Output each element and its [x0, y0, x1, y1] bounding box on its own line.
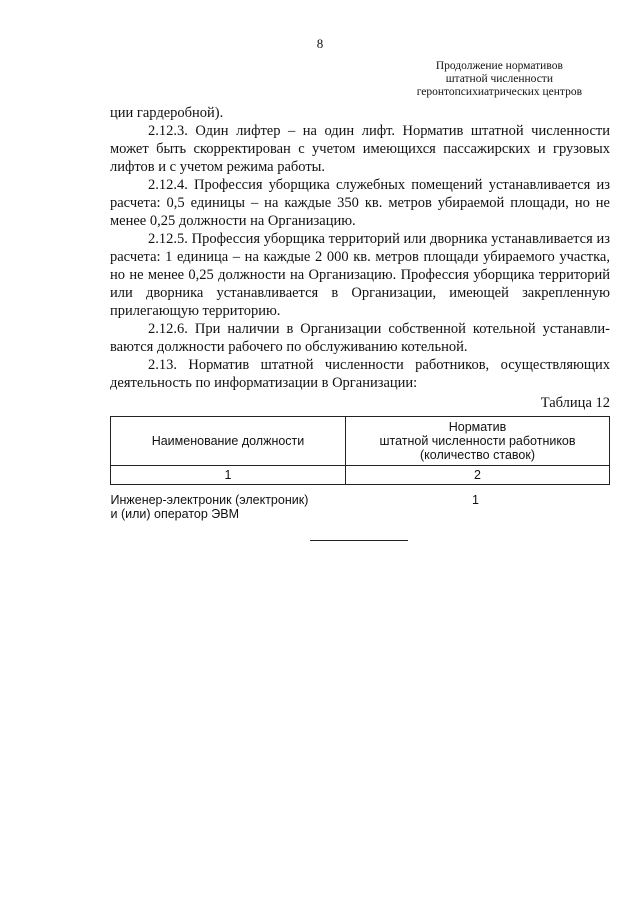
paragraph: 2.12.5. Профессия уборщика территорий или дворника устанавливается из расчета: 1 единица – на каждые 2 000 кв. метров площади убираемого участка, но не менее 0,25 должности на Организацию. Профессия уборщика территорий или дворника устанавливается в Организации, имеющей закрепленную прилегающую территорию. [110, 231, 610, 319]
header-line: Норматив [448, 420, 507, 434]
document-body [110, 104, 610, 523]
position-line: Инженер-электроник (электроник) [110, 493, 309, 507]
paragraph: 2.12.6. При наличии в Организации собственной котельной устанавливаются должности рабочего по обслуживанию котельной. [110, 321, 610, 355]
column-number: 1 [111, 466, 346, 485]
table-header-row [111, 417, 610, 466]
end-separator-line [310, 540, 408, 541]
table-caption: Таблица 12 [540, 395, 610, 411]
page-number: 8 [316, 36, 324, 51]
header-line: (количество ставок) [420, 448, 535, 462]
running-header [417, 60, 582, 99]
paragraph: 2.12.3. Один лифтер – на один лифт. Норматив штатной численности может быть скорректирован с учетом имеющихся пассажирских и грузовых лифтов и с учетом режима работы. [110, 123, 610, 175]
table-row [111, 485, 610, 524]
paragraph: 2.12.4. Профессия уборщика служебных помещений устанавливается из расчета: 0,5 единицы – на каждые 350 кв. метров убираемой площади, но не менее 0,25 должности на Организацию. [110, 177, 610, 229]
column-number: 2 [346, 466, 610, 485]
header-cell-position: Наименование должности [111, 417, 346, 466]
column-number-row [111, 466, 610, 485]
paragraph: 2.13. Норматив штатной численности работников, осуществляющих деятельность по информатизации в Организации: [110, 357, 610, 391]
paragraph: ции гардеробной). [110, 105, 224, 121]
position-line: и (или) оператор ЭВМ [110, 507, 240, 521]
header-line: штатной численности работников [379, 434, 576, 448]
header-line: штатной численности [445, 73, 553, 85]
cell-position [111, 485, 346, 524]
header-line: Продолжение нормативов [435, 60, 563, 72]
staffing-norm-table [110, 416, 610, 523]
cell-norm-value: 1 [472, 493, 479, 507]
header-cell-norm [346, 417, 610, 466]
header-line: геронтопсихиатрических центров [416, 86, 582, 98]
